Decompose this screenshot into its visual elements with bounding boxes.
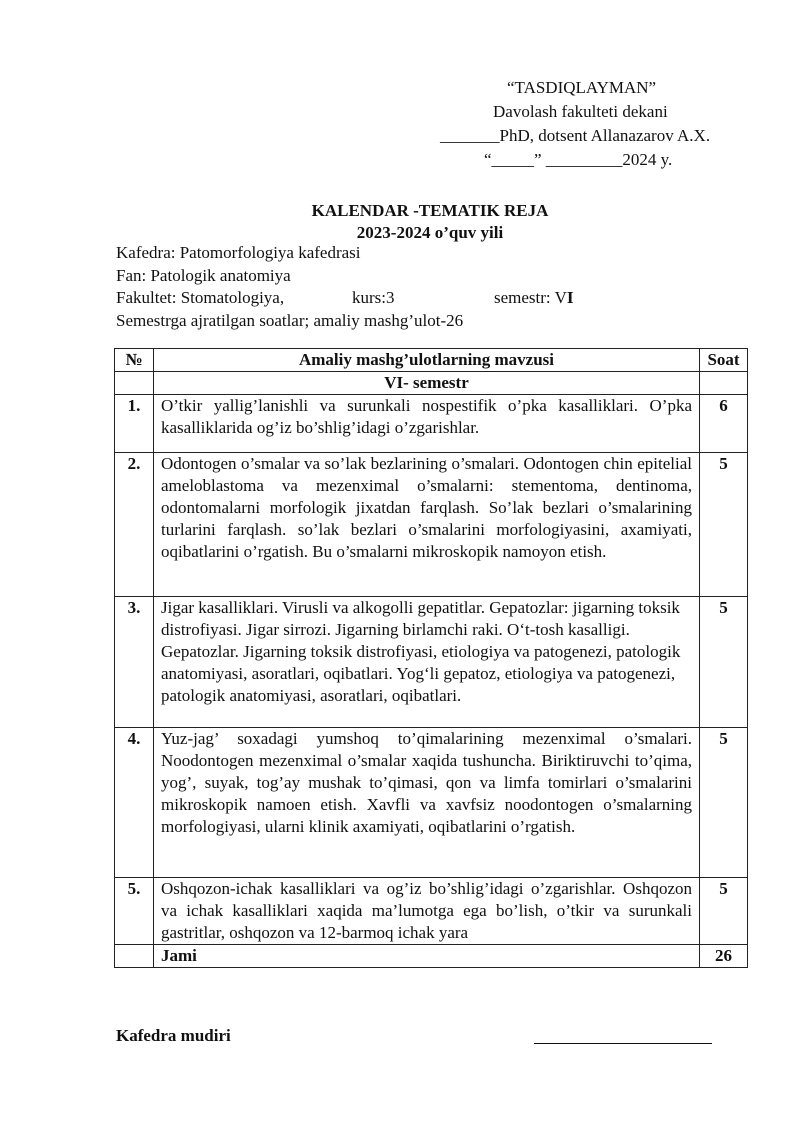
table-header-row: [115, 349, 748, 372]
approval-signatory: _______PhD, dotsent Allanazarov A.X.: [440, 126, 711, 145]
approval-date: “_____” _________2024 y.: [484, 150, 673, 169]
meta-block: [116, 242, 756, 332]
table-row: [115, 453, 748, 597]
semester-empty-cell: [115, 372, 154, 395]
total-empty-cell: [115, 945, 154, 968]
faculty-line: [116, 287, 756, 310]
semester-suffix: I: [566, 288, 574, 308]
header-hours: Soat: [700, 349, 748, 372]
header-topic: Amaliy mashg’ulotlarning mavzusi: [154, 349, 700, 372]
semester-empty-cell: [700, 372, 748, 395]
approval-block: [440, 76, 750, 172]
approval-title: “TASDIQLAYMAN”: [507, 78, 657, 97]
row-topic: O’tkir yallig’lanishli va surunkali nospestifik o’pka kasalliklari. O’pka kasalliklarida og’iz bo’shlig’idagi o’zgarishlar.: [154, 395, 700, 453]
department-line: Kafedra: Patomorfologiya kafedrasi: [116, 243, 361, 262]
row-hours: 5: [700, 728, 748, 878]
semester-row: [115, 372, 748, 395]
document-title: KALENDAR -TEMATIK REJA: [311, 201, 549, 220]
semester-text: [494, 287, 574, 310]
total-label: Jami: [154, 945, 700, 968]
row-topic: Yuz-jag’ soxadagi yumshoq to’qimalarining mezenximal o’smalari. Noodontogen mezenximal o’smalar xaqida tushuncha. Biriktiruvchi to’qima, yog’, suyak, tog’ay mushak to’qimasi, qon va limfa tomirlari o’smalarini mikroskopik namoen etish. Xavfli va xavfsiz noodontogen o’smalarning morfologiyasi, ularni klinik axamiyati, oqibatlarini o’rgatish.: [154, 728, 700, 878]
row-hours: 5: [700, 453, 748, 597]
row-num: 5.: [115, 878, 154, 945]
signature-label: Kafedra mudiri: [116, 1026, 231, 1045]
table-row: [115, 728, 748, 878]
total-row: [115, 945, 748, 968]
row-topic: Odontogen o’smalar va so’lak bezlarining o’smalari. Odontogen chin epitelial ameloblastoma va mezenximal o’smalarni: stementoma, dentinoma, odontomalarni morfologik jixatdan farqlash. So’lak bezlari o’smalarining turlarini farqlash. so’lak bezlari o’smalarini morfologiyasini, axamiyati, oqibatlarini o’rgatish. Bu o’smalarni mikroskopik namoyon etish.: [154, 453, 700, 597]
approval-dean: Davolash fakulteti dekani: [493, 102, 668, 121]
faculty-text: Fakultet: Stomatologiya,: [116, 288, 285, 308]
semester-label: VI- semestr: [154, 372, 700, 395]
row-hours: 5: [700, 878, 748, 945]
course-text: kurs:3: [352, 288, 395, 308]
plan-table: [114, 348, 748, 968]
row-num: 3.: [115, 597, 154, 728]
subject-line: Fan: Patologik anatomiya: [116, 265, 291, 285]
total-hours: 26: [700, 945, 748, 968]
table-row: [115, 597, 748, 728]
header-num: №: [115, 349, 154, 372]
table-row: [115, 395, 748, 453]
row-num: 4.: [115, 728, 154, 878]
semester-prefix: semestr: V: [494, 288, 567, 308]
table-row: [115, 878, 748, 945]
signature-line: [534, 1043, 712, 1044]
row-hours: 6: [700, 395, 748, 453]
document-title-block: [100, 200, 760, 244]
row-num: 2.: [115, 453, 154, 597]
row-topic: Jigar kasalliklari. Virusli va alkogolli gepatitlar. Gepatozlar: jigarning toksik distrofiyasi. Jigar sirrozi. Jigarning birlamchi raki. O‘t-tosh kasalligi. Gepatozlar. Jigarning toksik distrofiyasi, etiologiya va patogenezi, patologik anatomiyasi, asoratlari, oqibatlari. Yog‘li gepatoz, etiologiya va patogenezi, patologik anatomiyasi, asoratlari, oqibatlari.: [154, 597, 700, 728]
academic-year: 2023-2024 o’quv yili: [356, 223, 504, 242]
hours-line: Semestrga ajratilgan soatlar; amaliy mashg’ulot-26: [116, 310, 464, 330]
row-num: 1.: [115, 395, 154, 453]
row-topic: Oshqozon-ichak kasalliklari va og’iz bo’shlig’idagi o’zgarishlar. Oshqozon va ichak kasalliklari xaqida ma’lumotga ega bo’lish, o’tkir va surunkali gastritlar, oshqozon va 12-barmoq ichak yara: [154, 878, 700, 945]
row-hours: 5: [700, 597, 748, 728]
